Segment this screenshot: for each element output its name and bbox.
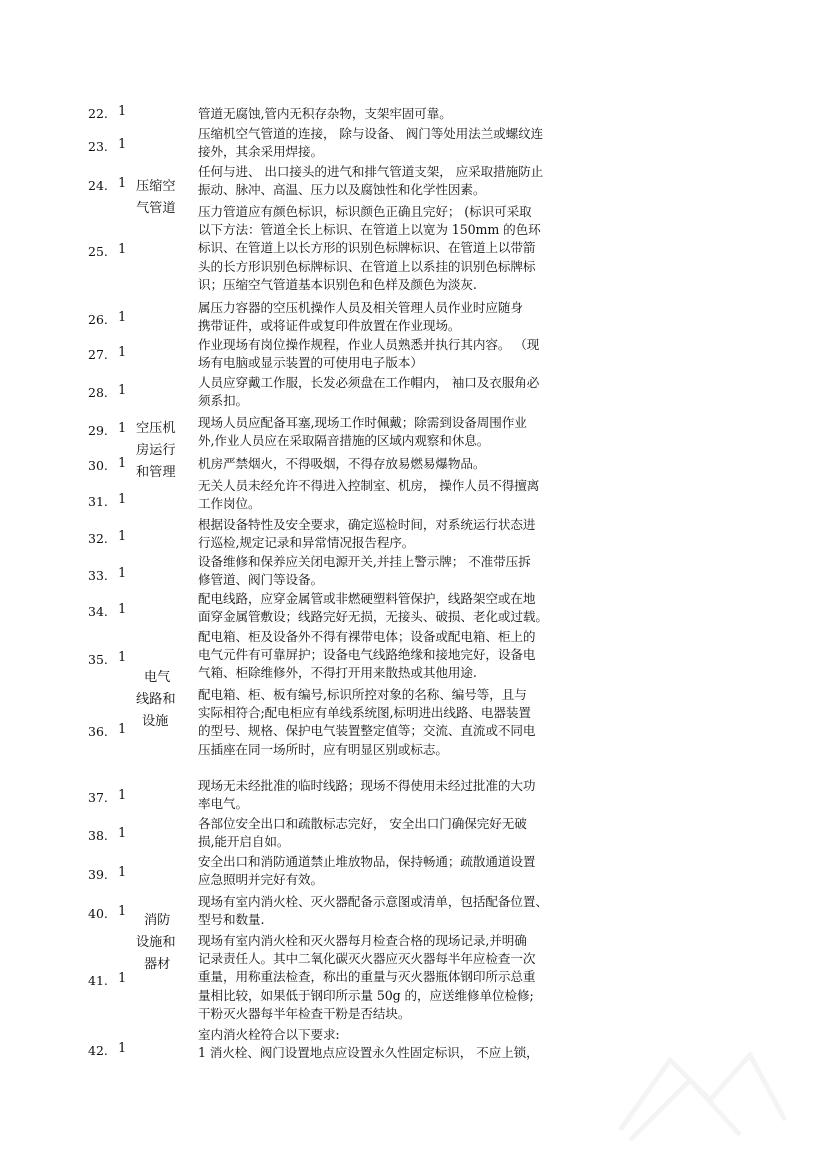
row-score: 1 — [118, 421, 127, 436]
content-line: 现场有室内消火栓、灭火器配备示意图或清单，包括配备位置、 — [198, 894, 548, 909]
row-number: 32. — [88, 531, 108, 546]
row-number: 36. — [88, 724, 108, 739]
row-number: 25. — [88, 244, 108, 259]
row-number: 24. — [88, 178, 108, 193]
category-line: 空压机 — [136, 421, 176, 436]
category-line: 房运行 — [136, 443, 176, 458]
row-number: 38. — [88, 828, 108, 843]
row-content — [198, 590, 598, 626]
content-line: 须系扣。 — [198, 393, 248, 409]
row-score: 1 — [118, 602, 127, 617]
row-score: 1 — [118, 137, 127, 152]
content-line: 外,作业人员应在采取隔音措施的区域内观察和休息。 — [198, 433, 490, 449]
row-number: 35. — [88, 652, 108, 667]
row-score: 1 — [118, 104, 127, 119]
content-line: 压缩机空气管道的连接， 除与设备、 阀门等处用法兰或螺纹连 — [198, 126, 544, 141]
content-line: 现场人员应配备耳塞,现场工作时佩戴；除需到设备周围作业 — [198, 415, 527, 430]
content-line: 场有电脑或显示装置的可使用电子版本） — [198, 355, 423, 371]
content-line: 携带证件，或将证件或复印件放置在作业现场。 — [198, 318, 461, 334]
row-number: 29. — [88, 423, 108, 438]
row-score: 1 — [118, 242, 127, 257]
row-content — [198, 853, 598, 889]
content-line: 修管道、阀门等设备。 — [198, 572, 323, 588]
row-content — [198, 374, 598, 410]
content-line: 行巡检,规定记录和异常情况报告程序。 — [198, 535, 415, 551]
row-number: 22. — [88, 106, 108, 121]
content-line: 量相比较，如果低于钢印所示量 50g 的，应送维修单位检修; — [198, 987, 534, 1003]
category-line: 气管道 — [136, 201, 176, 216]
content-line: 设备维修和保养应关闭电源开关,并挂上警示牌； 不准带压拆 — [198, 554, 531, 569]
row-content — [198, 455, 598, 473]
content-line: 电气元件有可靠屏护；设备电气线路绝缘和接地完好，设备电 — [198, 647, 536, 663]
category-line: 设施和 — [136, 935, 176, 950]
row-content — [198, 777, 598, 813]
row-score: 1 — [118, 971, 127, 986]
content-line: 室内消火栓符合以下要求: — [198, 1027, 340, 1042]
row-content — [198, 163, 598, 199]
content-line: 干粉灭火器每半年检查干粉是否结块。 — [198, 1005, 411, 1021]
content-line: 1 消火栓、阀门设置地点应设置永久性固定标识， 不应上锁， — [198, 1045, 539, 1061]
row-score: 1 — [118, 722, 127, 737]
content-line: 率电气。 — [198, 796, 248, 812]
row-number: 34. — [88, 604, 108, 619]
content-line: 管道无腐蚀,管内无积存杂物，支架牢固可靠。 — [198, 106, 452, 121]
row-score: 1 — [118, 529, 127, 544]
content-line: 压力管道应有颜色标识，标识颜色正确且完好； (标识可采取 — [198, 204, 532, 219]
row-score: 1 — [118, 650, 127, 665]
row-number: 28. — [88, 385, 108, 400]
content-line: 的型号、规格、保护电气装置整定值等；交流、直流或不同电 — [198, 723, 536, 739]
content-line: 各部位安全出口和疏散标志完好， 安全出口门确保完好无破 — [198, 816, 527, 831]
category-electrical — [136, 667, 186, 733]
content-line: 实际相符合;配电柜应有单线系统图,标明进出线路、电器装置 — [198, 705, 531, 721]
content-line: 作业现场有岗位操作规程，作业人员熟悉并执行其内容。 （现 — [198, 337, 540, 352]
row-content — [198, 553, 598, 589]
content-line: 应急照明并完好有效。 — [198, 872, 323, 888]
row-number: 33. — [88, 568, 108, 583]
content-line: 人员应穿戴工作服，长发必须盘在工作帽内， 袖口及衣服角必 — [198, 375, 540, 390]
content-line: 接外，其余采用焊接。 — [198, 144, 323, 160]
content-line: 气箱、柜除维修外，不得打开用来散热或其他用途. — [198, 665, 477, 681]
row-score: 1 — [118, 566, 127, 581]
row-content — [198, 203, 598, 294]
row-score: 1 — [118, 492, 127, 507]
content-line: 重量，用称重法检查，称出的重量与灭火器瓶体钢印所示总重 — [198, 969, 536, 985]
content-line: 以下方法：管道全长上标识、在管道上以宽为 150mm 的色环 — [198, 222, 541, 238]
row-content — [198, 893, 598, 929]
row-content — [198, 336, 598, 372]
category-line: 和管理 — [136, 465, 176, 480]
category-line: 电气 — [144, 670, 171, 685]
row-content — [198, 516, 598, 552]
row-content — [198, 932, 598, 1023]
content-line: 无关人员未经允许不得进入控制室、机房， 操作人员不得擅离 — [198, 478, 540, 493]
row-score: 1 — [118, 383, 127, 398]
category-compressed-air-pipe — [136, 176, 186, 220]
row-content — [198, 477, 598, 513]
row-number: 30. — [88, 458, 108, 473]
row-number: 39. — [88, 867, 108, 882]
row-number: 37. — [88, 790, 108, 805]
content-line: 识；压缩空气管道基本识别色和色样及颜色为淡灰. — [198, 276, 477, 292]
row-number: 31. — [88, 494, 108, 509]
content-line: 属压力容器的空压机操作人员及相关管理人员作业时应随身 — [198, 300, 523, 315]
content-line: 振动、脉冲、高温、压力以及腐蚀性和化学性因素。 — [198, 182, 486, 198]
content-line: 标识、在管道上以长方形的识别色标牌标识、在管道上以带箭 — [198, 240, 536, 256]
content-line: 配电线路，应穿金属管或非燃硬塑料管保护，线路架空或在地 — [198, 591, 536, 606]
content-line: 任何与进、 出口接头的进气和排气管道支架， 应采取措施防止 — [198, 164, 544, 179]
row-score: 1 — [118, 788, 127, 803]
content-line: 安全出口和消防通道禁止堆放物品，保持畅通；疏散通道设置 — [198, 854, 536, 869]
content-line: 工作岗位。 — [198, 496, 261, 512]
row-content — [198, 414, 598, 450]
content-line: 现场无未经批准的临时线路；现场不得使用未经过批准的大功 — [198, 778, 536, 793]
content-line: 机房严禁烟火，不得吸烟，不得存放易燃易爆物品。 — [198, 456, 486, 471]
category-line: 消防 — [144, 913, 171, 928]
category-line: 设施 — [142, 714, 169, 729]
row-score: 1 — [118, 345, 127, 360]
row-score: 1 — [118, 176, 127, 191]
row-content — [198, 125, 598, 161]
watermark-graphic — [600, 1040, 800, 1150]
row-content — [198, 686, 598, 759]
row-number: 40. — [88, 906, 108, 921]
row-number: 26. — [88, 312, 108, 327]
row-content — [198, 815, 598, 851]
row-number: 42. — [88, 1043, 108, 1058]
content-line: 型号和数量. — [198, 912, 265, 928]
content-line: 配电箱、柜、板有编号,标识所控对象的名称、编号等，且与 — [198, 687, 527, 702]
row-score: 1 — [118, 826, 127, 841]
category-compressor-room — [136, 418, 186, 484]
row-score: 1 — [118, 310, 127, 325]
content-line: 面穿金属管敷设；线路完好无损，无接头、破损、老化或过载。 — [198, 609, 548, 625]
category-fire — [136, 910, 186, 976]
row-number: 41. — [88, 973, 108, 988]
content-line: 根据设备特性及安全要求，确定巡检时间，对系统运行状态进 — [198, 517, 536, 532]
content-line: 现场有室内消火栓和灭火器每月检查合格的现场记录,并明确 — [198, 933, 527, 948]
content-line: 压插座在同一场所时，应有明显区别或标志。 — [198, 741, 448, 757]
content-line: 配电箱、柜及设备外不得有裸带电体；设备或配电箱、柜上的 — [198, 629, 536, 644]
category-line: 压缩空 — [136, 179, 176, 194]
row-score: 1 — [118, 904, 127, 919]
content-line: 头的长方形识别色标牌标识、在管道上以系挂的识别色标牌标 — [198, 258, 536, 274]
row-content — [198, 628, 598, 683]
row-number: 27. — [88, 347, 108, 362]
category-line: 线路和 — [136, 692, 176, 707]
row-content — [198, 1026, 598, 1062]
row-score: 1 — [118, 456, 127, 471]
content-line: 损,能开启自如。 — [198, 834, 290, 850]
row-score: 1 — [118, 1041, 127, 1056]
row-content — [198, 105, 598, 123]
row-content — [198, 299, 598, 335]
row-number: 23. — [88, 139, 108, 154]
content-line: 记录责任人。其中二氧化碳灭火器应灭火器每半年应检查一次 — [198, 951, 536, 967]
category-line: 器材 — [144, 957, 171, 972]
row-score: 1 — [118, 865, 127, 880]
